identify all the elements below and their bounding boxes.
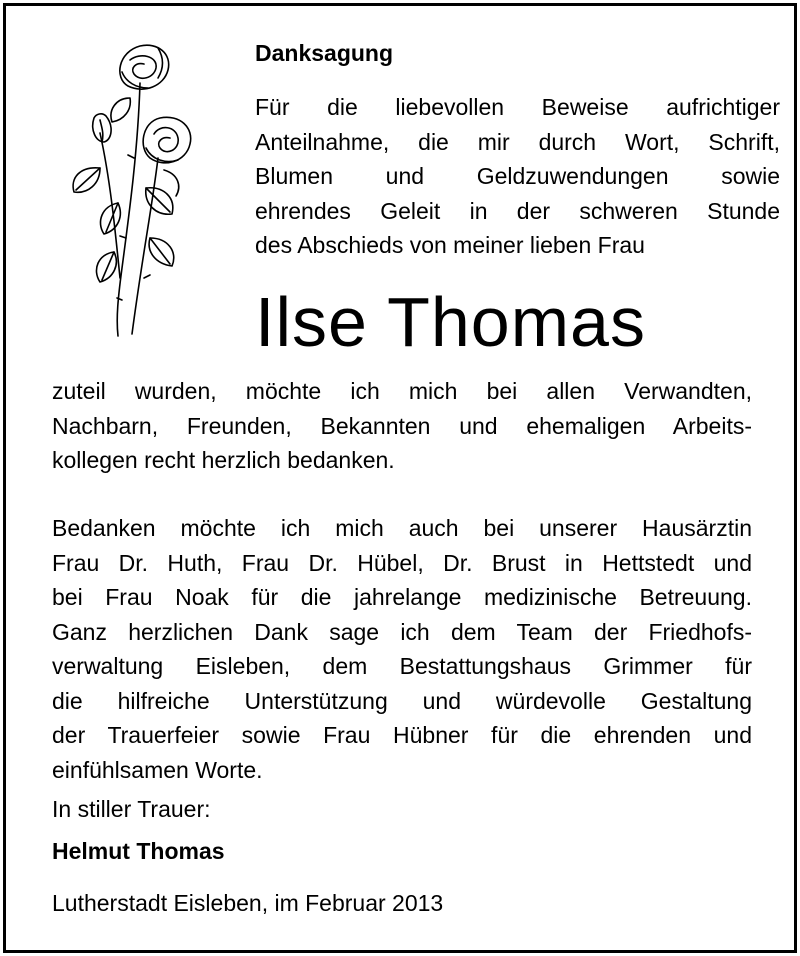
paragraph-line: die hilfreiche Unterstützung und würdevolle Gestaltung [52,687,752,714]
intro-line: ehrendes Geleit in der schweren Stunde [255,197,780,224]
intro-text [255,90,780,263]
paragraph-2 [52,511,752,787]
signer-name: Helmut Thomas [52,838,225,864]
heading: Danksagung [255,40,394,66]
deceased-name: Ilse Thomas [255,283,646,361]
paragraph-line: Frau Dr. Huth, Frau Dr. Hübel, Dr. Brust in Hettstedt und [52,549,752,576]
intro-line: Anteilnahme, die mir durch Wort, Schrift, [255,128,780,155]
place-date: Lutherstadt Eisleben, im Februar 2013 [52,890,444,916]
paragraph-line: bei Frau Noak für die jahrelange medizinische Betreuung. [52,584,752,610]
paragraph-line: Nachbarn, Freunden, Bekannten und ehemaligen Arbeits- [52,412,752,439]
paragraph-line: einfühlsamen Worte. [52,756,263,783]
intro-line: des Abschieds von meiner lieben Frau [255,232,645,258]
paragraph-1 [52,374,752,478]
paragraph-line: Bedanken möchte ich mich auch bei unserer Hausärztin [52,515,752,541]
intro-line: Blumen und Geldzuwendungen sowie [255,163,780,189]
paragraph-line: Ganz herzlichen Dank sage ich dem Team der Friedhofs- [52,618,752,645]
closing-line: In stiller Trauer: [52,796,211,822]
paragraph-line: verwaltung Eisleben, dem Bestattungshaus Grimmer für [52,653,752,679]
paragraph-line: kollegen recht herzlich bedanken. [52,447,395,473]
paragraph-line: der Trauerfeier sowie Frau Hübner für die ehrenden und [52,722,752,748]
paragraph-line: zuteil wurden, möchte ich mich bei allen Verwandten, [52,378,752,404]
roses-illustration [60,38,210,338]
intro-line: Für die liebevollen Beweise aufrichtiger [255,94,780,120]
